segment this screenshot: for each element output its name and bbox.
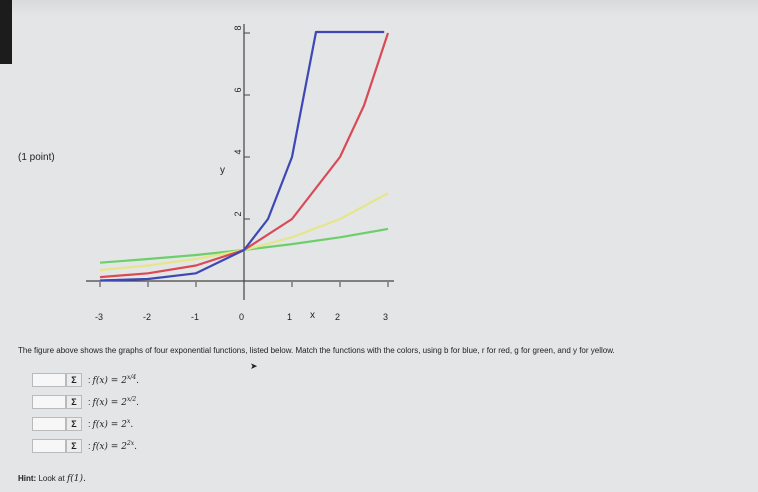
hint-label: Hint: — [18, 474, 37, 483]
points-label: (1 point) — [18, 152, 55, 163]
sigma-button-4[interactable]: Σ — [66, 439, 82, 453]
problem-instructions: The figure above shows the graphs of four exponential functions, listed below. Match the functions with the colors, using b for blue, r for red, g for green, and y for yellow. — [18, 346, 615, 355]
answer-row-2 — [32, 394, 139, 410]
colon: : — [88, 397, 91, 407]
answer-row-1 — [32, 372, 139, 388]
x-tick-label: -2 — [143, 312, 152, 322]
x-tick-label: -1 — [191, 312, 200, 322]
sigma-button-1[interactable]: Σ — [66, 373, 82, 387]
y-tick-label: 2 — [233, 211, 243, 217]
sigma-button-2[interactable]: Σ — [66, 395, 82, 409]
curve-series-1 — [100, 32, 384, 281]
x-tick-label: -3 — [95, 312, 104, 322]
hint-math: f(1). — [66, 474, 86, 484]
y-axis-label: y — [220, 165, 225, 176]
y-tick-label: 4 — [233, 149, 243, 155]
x-tick-label: 0 — [239, 312, 245, 322]
y-tick-label: 6 — [233, 87, 243, 93]
answer-input-2[interactable] — [32, 395, 66, 409]
function-4: $f(x) = 2^{2x}$. — [92, 440, 138, 452]
answer-input-3[interactable] — [32, 417, 66, 431]
sigma-button-3[interactable]: Σ — [66, 417, 82, 431]
colon: : — [88, 419, 91, 429]
hint — [18, 474, 86, 484]
answer-row-3 — [32, 416, 133, 432]
x-axis-label: x — [310, 310, 315, 321]
answer-row-4 — [32, 438, 137, 454]
function-3: $f(x) = 2^x$. — [92, 418, 134, 430]
hint-text: Look at — [38, 474, 65, 483]
answer-input-1[interactable] — [32, 373, 66, 387]
y-tick-label: 8 — [233, 25, 243, 31]
function-1: $f(x) = 2^{x/4}$. — [92, 374, 140, 386]
x-tick-label: 3 — [383, 312, 389, 322]
colon: : — [88, 375, 91, 385]
colon: : — [88, 441, 91, 451]
x-tick-label: 2 — [335, 312, 341, 322]
function-2: $f(x) = 2^{x/2}$. — [92, 396, 140, 408]
mouse-cursor-icon: ➤ — [250, 361, 258, 371]
answer-input-4[interactable] — [32, 439, 66, 453]
x-tick-label: 1 — [287, 312, 293, 322]
